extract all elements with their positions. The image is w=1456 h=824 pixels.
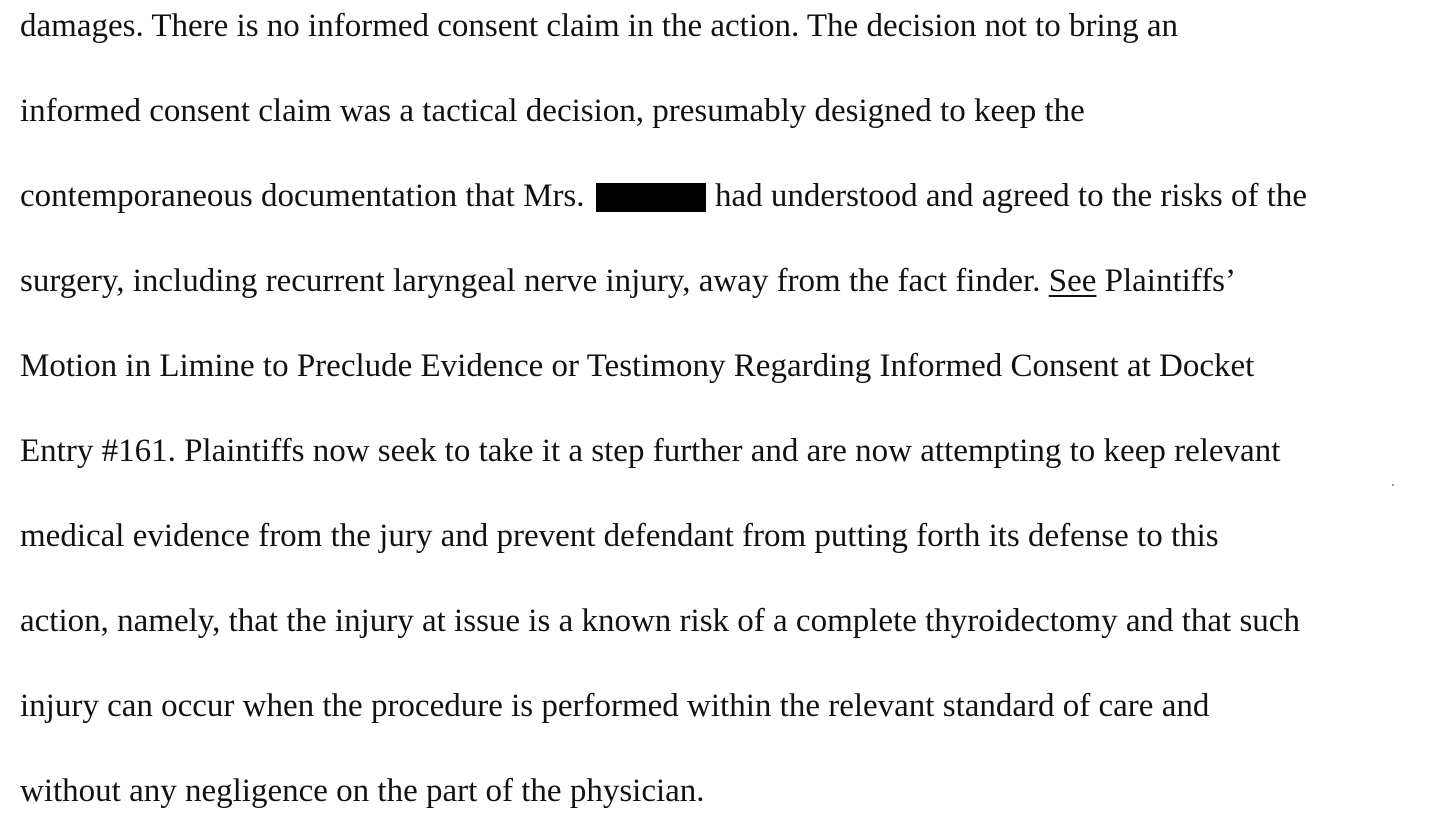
text-line-10 xyxy=(20,775,705,808)
line-3-text-before: contemporaneous documentation that Mrs. xyxy=(20,178,593,214)
line-4-text-before: surgery, including recurrent laryngeal nerve injury, away from the fact finder. xyxy=(20,263,1049,299)
scan-speck xyxy=(1392,484,1394,486)
text-line-3 xyxy=(20,180,1307,213)
text-line-6 xyxy=(20,435,1280,468)
line-3-text-after: had understood and agreed to the risks of the xyxy=(706,178,1308,214)
text-line-7 xyxy=(20,520,1219,553)
see-signal-underlined: See xyxy=(1048,263,1097,299)
line-8-text: action, namely, that the injury at issue is a known risk of a complete thyroidectomy and that such xyxy=(20,603,1300,639)
line-2-text: informed consent claim was a tactical decision, presumably designed to keep the xyxy=(20,93,1085,129)
line-9-text: injury can occur when the procedure is performed within the relevant standard of care and xyxy=(20,688,1210,724)
line-5-text: Motion in Limine to Preclude Evidence or Testimony Regarding Informed Consent at Docket xyxy=(20,348,1255,384)
text-line-5 xyxy=(20,350,1254,383)
text-line-9 xyxy=(20,690,1209,723)
text-line-4 xyxy=(20,265,1236,298)
line-10-text: without any negligence on the part of the physician. xyxy=(20,773,705,809)
line-1-text: damages. There is no informed consent claim in the action. The decision not to bring an xyxy=(20,8,1179,44)
line-4-text-after: Plaintiffs’ xyxy=(1096,263,1237,299)
text-line-1 xyxy=(20,10,1178,43)
line-6-text: Entry #161. Plaintiffs now seek to take it a step further and are now attempting to keep relevant xyxy=(20,433,1281,469)
line-7-text: medical evidence from the jury and prevent defendant from putting forth its defense to this xyxy=(20,518,1219,554)
text-line-8 xyxy=(20,605,1300,638)
text-line-2 xyxy=(20,95,1085,128)
redaction-box xyxy=(596,183,706,212)
